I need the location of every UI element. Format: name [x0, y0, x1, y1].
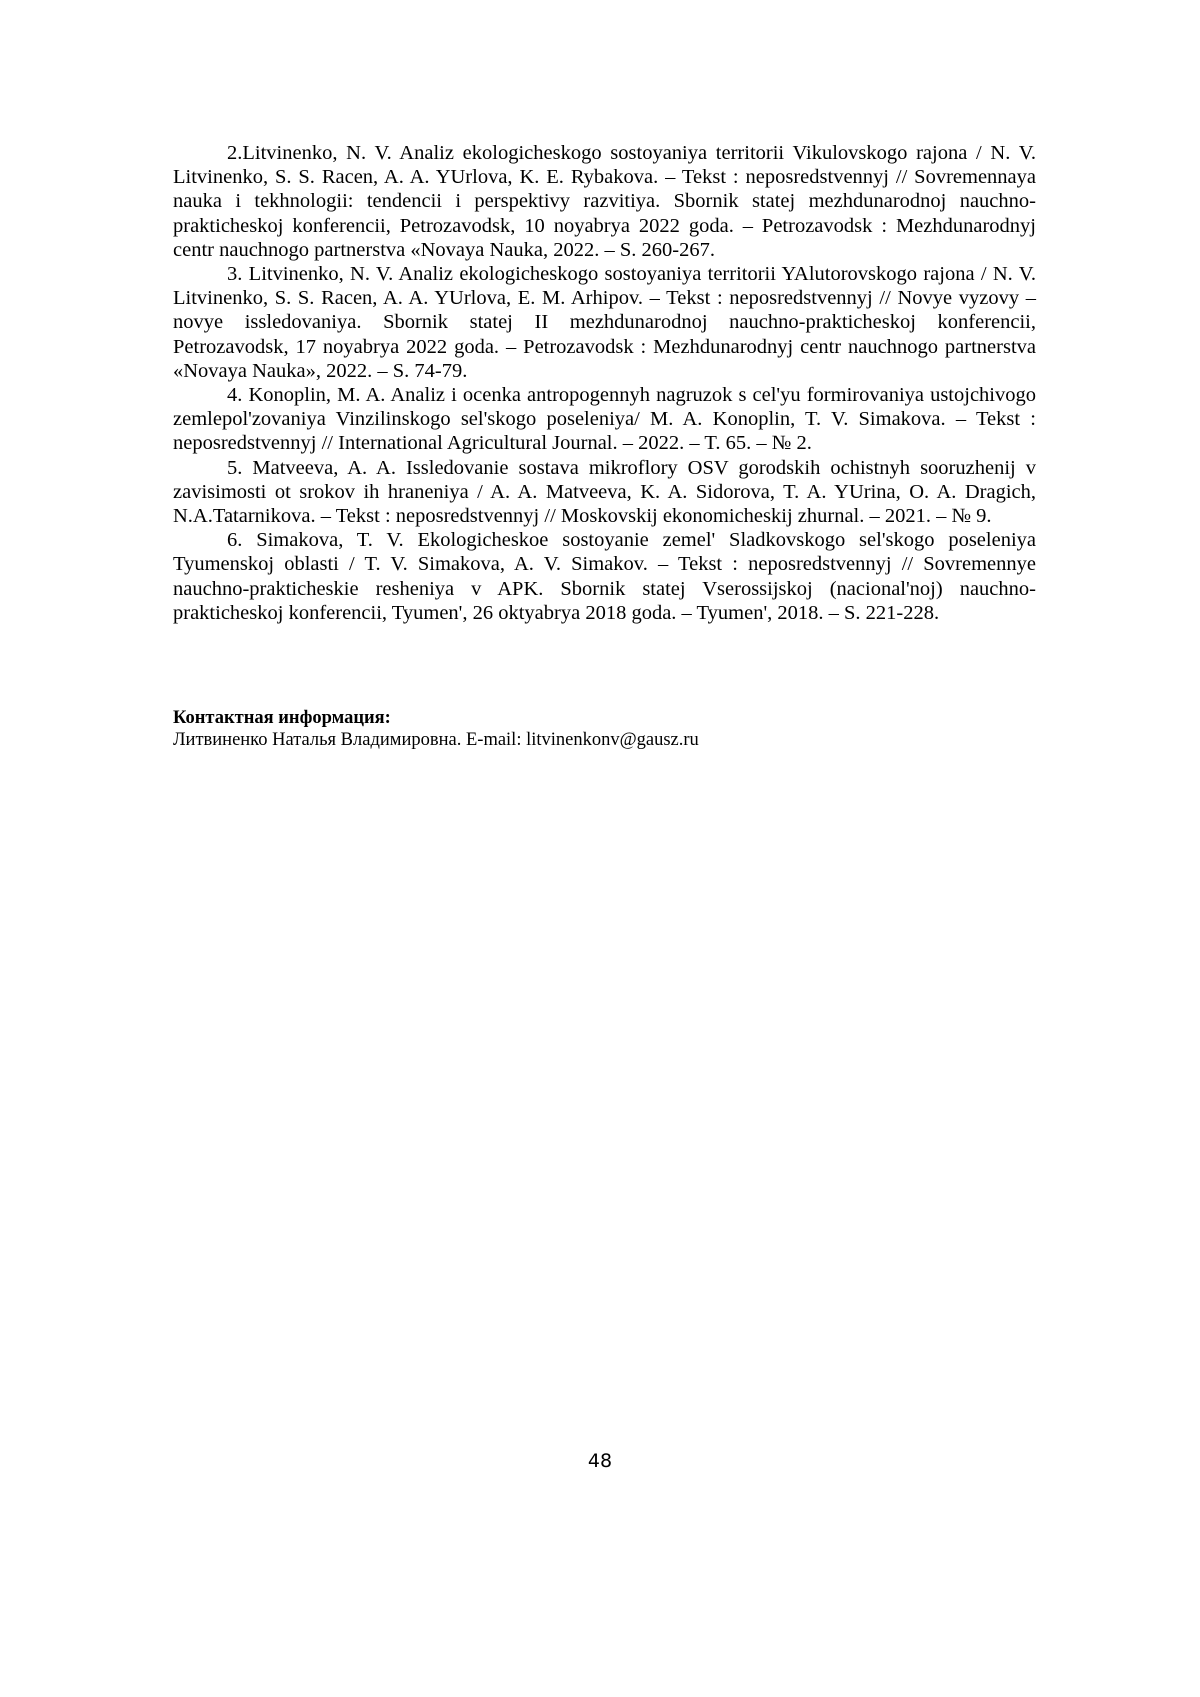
reference-list: [173, 141, 1036, 625]
reference-item-3: 3. Litvinenko, N. V. Analiz ekologicheskogo sostoyaniya territorii YAlutorovskogo rajona / N. V. Litvinenko, S. S. Racen, A. A. YUrlova, E. M. Arhipov. – Tekst : neposredstvennyj // Novye vyzovy – novye issledovaniya. Sbornik statej II mezhdunarodnoj nauchno-prakticheskoj konferencii, Petrozavodsk, 17 noyabrya 2022 goda. – Petrozavodsk : Mezhdunarodnyj centr nauchnogo partnerstva «Novaya Nauka», 2022. – S. 74-79.: [173, 263, 1036, 382]
page-number: 48: [587, 1450, 613, 1472]
reference-item-5: 5. Matveeva, A. A. Issledovanie sostava mikroflory OSV gorodskih ochistnyh sooruzhenij v zavisimosti ot srokov ih hraneniya / A. A. Matveeva, K. A. Sidorova, T. A. YUrina, O. A. Dragich, N.A.Tatarnikova. – Tekst : neposredstvennyj // Moskovskij ekonomicheskij zhurnal. – 2021. – № 9.: [173, 456, 1036, 528]
contact-details: Литвиненко Наталья Владимировна. E-mail: litvinenkonv@gausz.ru: [173, 730, 699, 750]
contact-heading: Контактная информация:: [173, 708, 391, 728]
reference-item-2: 2.Litvinenko, N. V. Analiz ekologicheskogo sostoyaniya territorii Vikulovskogo rajona / N. V. Litvinenko, S. S. Racen, A. A. YUrlova, K. E. Rybakova. – Tekst : neposredstvennyj // Sovremennaya nauka i tekhnologii: tendencii i perspektivy razvitiya. Sbornik statej mezhdunarodnoj nauchno-prakticheskoj konferencii, Petrozavodsk, 10 noyabrya 2022 goda. – Petrozavodsk : Mezhdunarodnyj centr nauchnogo partnerstva «Novaya Nauka, 2022. – S. 260-267.: [173, 142, 1036, 261]
contact-block: [173, 707, 1036, 751]
reference-item-4: 4. Konoplin, M. A. Analiz i ocenka antropogennyh nagruzok s cel'yu formirovaniya ustojchivogo zemlepol'zovaniya Vinzilinskogo sel'skogo poseleniya/ M. A. Konoplin, T. V. Simakova. – Tekst : neposredstvennyj // International Agricultural Journal. – 2022. – T. 65. – № 2.: [173, 384, 1036, 455]
reference-item-6: 6. Simakova, T. V. Ekologicheskoe sostoyanie zemel' Sladkovskogo sel'skogo poseleniya Tyumenskoj oblasti / T. V. Simakova, A. V. Simakov. – Tekst : neposredstvennyj // Sovremennye nauchno-prakticheskie resheniya v APK. Sbornik statej Vserossijskoj (nacional'noj) nauchno-prakticheskoj konferencii, Tyumen', 26 oktyabrya 2018 goda. – Tyumen', 2018. – S. 221-228.: [173, 529, 1036, 624]
